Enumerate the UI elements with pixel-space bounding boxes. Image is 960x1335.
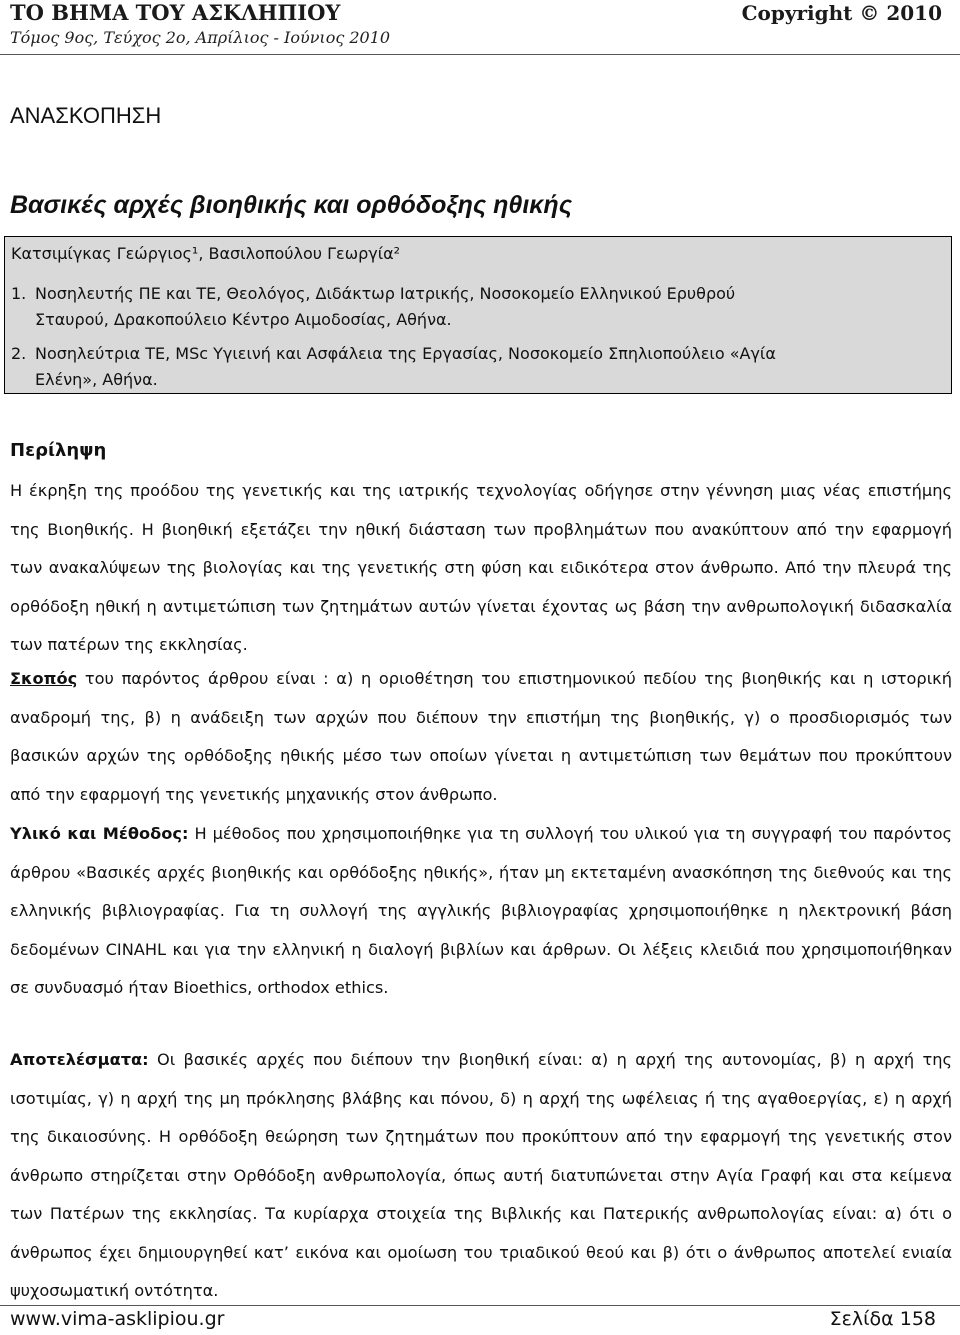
abstract-intro-paragraph: Η έκρηξη της προόδου της γενετικής και της ιατρικής τεχνολογίας οδήγησε στην γέννηση μιας νέας επιστήμης της Βιοηθικής. Η βιοηθική εξετάζει την ηθική διάσταση των προβλημάτων που ανακύπτουν από την εφαρμογή των ανακαλύψεων της βιολογίας και της γενετικής στη φύση και ειδικότερα στον άνθρωπο. Από την πλευρά της ορθόδοξη ηθική η αντιμετώπιση των ζητημάτων αυτών γίνεται έχοντας ως βάση την ανθρωπολογική διδασκαλία των πατέρων της εκκλησίας. [10,481,952,654]
affiliation-line: Νοσηλευτής ΠΕ και ΤΕ, Θεολόγος, Διδάκτωρ Ιατρικής, Νοσοκομείο Ελληνικού Ερυθρού [35,284,736,303]
footer-website: www.vima-asklipiou.gr [10,1308,225,1330]
section-label: ΑΝΑΣΚΟΠΗΣΗ [10,103,162,128]
affiliation-2 [11,341,941,393]
header-divider [0,54,960,55]
aim-text: του παρόντος άρθρου είναι : α) η οριοθέτηση του επιστημονικού πεδίου της βιοηθικής και η ιστορική αναδρομή της, β) η ανάδειξη των αρχών που διέπουν την επιστήμη της βιοηθικής, γ) ο προσδιορισμός των βασικών αρχών της ορθόδοξης ηθικής μέσο των οποίων γίνεται η αντιμετώπιση των θεμάτων που προκύπτουν από την εφαρμογή της γενετικής μηχανικής στον άνθρωπο. [10,669,952,804]
author-info-box [4,236,952,394]
affiliation-number: 1. [11,284,27,303]
method-paragraph [10,815,952,1008]
page-number: Σελίδα 158 [829,1308,936,1330]
issue-info: Τόμος 9ος, Τεύχος 2ο, Απρίλιος - Ιούνιος 2010 [10,28,391,47]
aim-label: Σκοπός [10,669,78,688]
results-label: Αποτελέσματα: [10,1050,149,1069]
abstract-heading: Περίληψη [10,440,107,461]
journal-title: ΤΟ ΒΗΜΑ ΤΟΥ ΑΣΚΛΗΠΙΟΥ [10,0,341,25]
page-header [0,0,960,56]
copyright-notice: Copyright © 2010 [741,1,942,25]
affiliation-line: Σταυρού, Δρακοπούλειο Κέντρο Αιμοδοσίας, Αθήνα. [35,310,452,329]
affiliation-number: 2. [11,344,27,363]
method-text: Η μέθοδος που χρησιμοποιήθηκε για τη συλλογή του υλικού για τη συγγραφή του παρόντος άρθρου «Βασικές αρχές βιοηθικής και ορθόδοξης ηθικής», ήταν μη εκτεταμένη ανασκόπηση της διεθνούς και της ελληνικής βιβλιογραφίας. Για τη συλλογή της αγγλικής βιβλιογραφίας χρησιμοποιήθηκε η ηλεκτρονική βάση δεδομένων CINAHL και για την ελληνική η διαλογή βιβλίων και άρθρων. Οι λέξεις κλειδιά που χρησιμοποιήθηκαν σε συνδυασμό ήταν Bioethics, orthodox ethics. [10,824,952,997]
footer-divider [0,1305,960,1306]
author-list: Κατσιμίγκας Γεώργιος¹, Βασιλοπούλου Γεωργία² [11,244,401,263]
affiliation-line: Ελένη», Αθήνα. [35,370,158,389]
results-text: Οι βασικές αρχές που διέπουν την βιοηθική είναι: α) η αρχή της αυτονομίας, β) η αρχή της ισοτιμίας, γ) η αρχή της μη πρόκλησης βλάβης και πόνου, δ) η αρχή της ωφέλειας ή της αγαθοεργίας, ε) η αρχή της δικαιοσύνης. Η ορθόδοξη θεώρηση των ζητημάτων που προκύπτουν από την εφαρμογή της γενετικής στον άνθρωπο στηρίζεται στην Ορθόδοξη ανθρωπολογία, όπως αυτή διατυπώνεται στην Αγία Γραφή και στα κείμενα των Πατέρων της εκκλησίας. Τα κυρίαρχα στοιχεία της Βιβλικής και Πατερικής ανθρωπολογίας είναι: α) ότι ο άνθρωπος έχει δημιουργηθεί κατ’ εικόνα και ομοίωση του τριαδικού θεού και β) ότι ο άνθρωπος αποτελεί ενιαία ψυχοσωματική οντότητα. [10,1050,952,1300]
method-label: Υλικό και Μέθοδος: [10,824,189,843]
affiliation-1 [11,281,941,333]
article-title: Βασικές αρχές βιοηθικής και ορθόδοξης ηθικής [10,191,572,219]
affiliation-line: Νοσηλεύτρια ΤΕ, MSc Υγιεινή και Ασφάλεια της Εργασίας, Νοσοκομείο Σπηλιοπούλειο «Αγία [35,344,776,363]
results-paragraph [10,1041,952,1311]
aim-paragraph [10,660,952,814]
